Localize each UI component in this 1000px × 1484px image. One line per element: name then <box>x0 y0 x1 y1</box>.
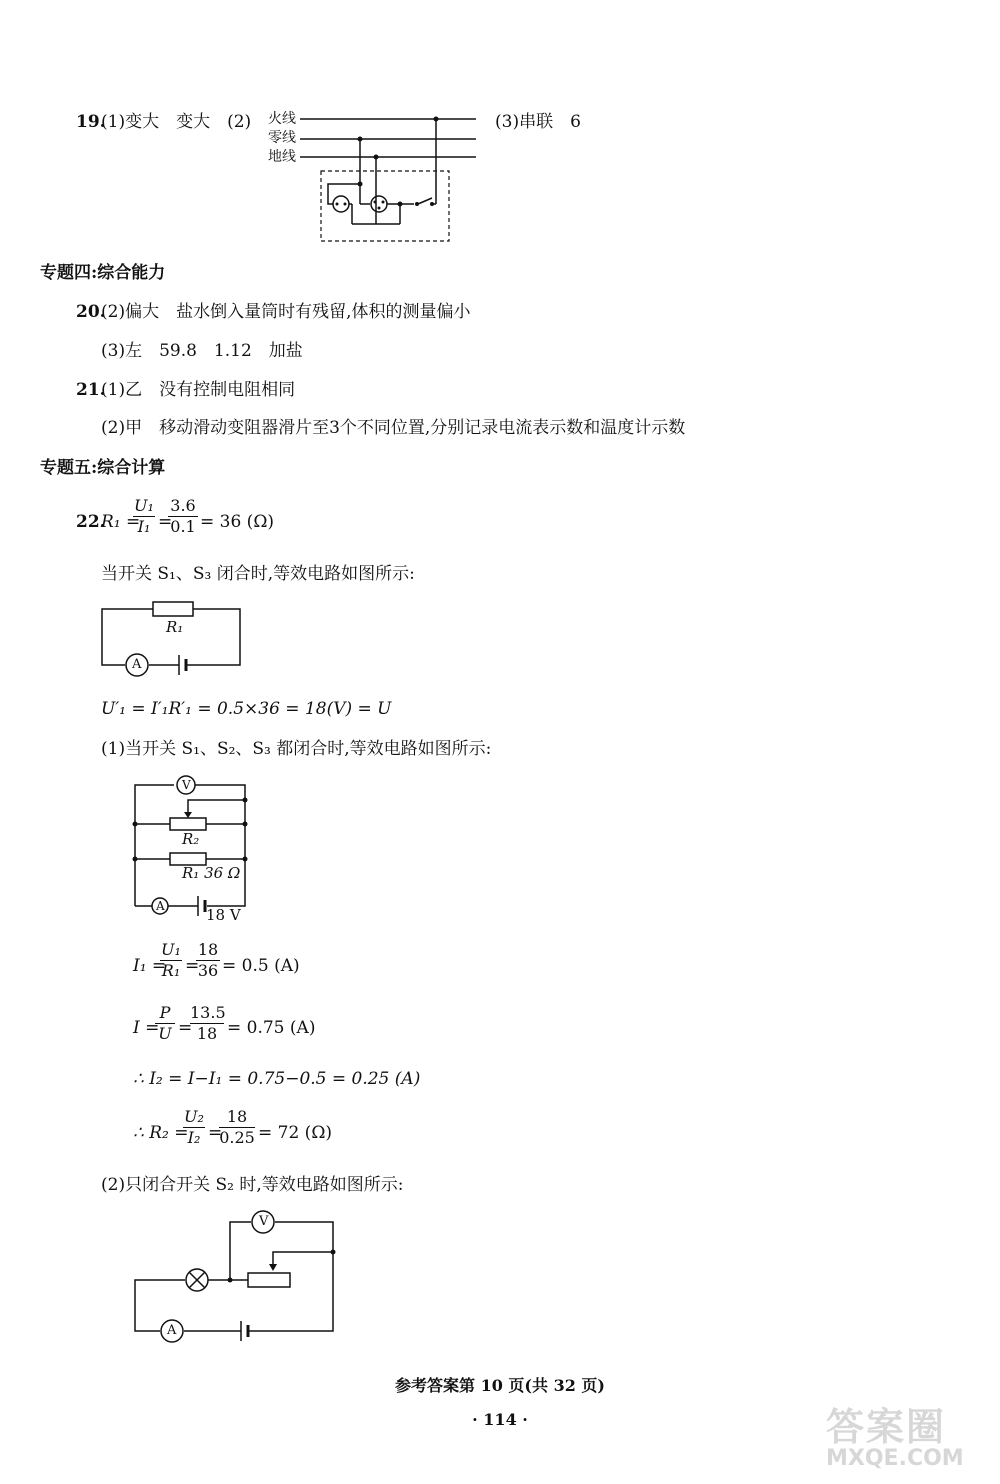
eq1-equals: = <box>158 512 173 532</box>
fig1-ammeter-label: A <box>132 657 142 672</box>
ground-wire-label: 地线 <box>268 149 296 165</box>
eq1-rhs: = 36 (Ω) <box>200 512 275 532</box>
eq1-denominator-2: 0.1 <box>170 517 196 536</box>
q20-line1: (2)偏大 盐水倒入量筒时有残留,体积的测量偏小 <box>101 302 471 322</box>
fig1-r1-label: R₁ <box>166 618 184 636</box>
fig3-voltmeter-label: V <box>259 1214 269 1229</box>
rheostat-r2 <box>170 818 206 830</box>
q21-line2: (2)甲 移动滑动变阻器滑片至3个不同位置,分别记录电流表示数和温度计示数 <box>101 418 686 438</box>
eq-r2-numerator-2: 18 <box>226 1107 248 1126</box>
fig2-r2-label: R₂ <box>182 830 200 848</box>
eq-i-denominator-1: U <box>158 1024 172 1043</box>
eq-i1-denominator-1: R₁ <box>161 961 181 980</box>
eq-i-lhs: I = <box>133 1018 160 1038</box>
switch-icon <box>418 198 432 204</box>
topic4-heading: 专题四:综合能力 <box>40 263 166 283</box>
eq-i2: ∴ I₂ = I−I₁ = 0.75−0.5 = 0.25 (A) <box>133 1069 421 1089</box>
resistor-r1 <box>153 602 193 616</box>
eq-i1-rhs: = 0.5 (A) <box>222 956 300 976</box>
q19-answer-part1: (1)变大 变大 (2) <box>101 112 252 132</box>
eq-i1-fraction-1 <box>160 942 182 979</box>
eq-i-denominator-2: 18 <box>196 1024 218 1043</box>
eq-i-numerator-1: P <box>159 1003 171 1022</box>
eq-r2-denominator-2: 0.25 <box>219 1128 255 1147</box>
q21-line1: (1)乙 没有控制电阻相同 <box>101 380 296 400</box>
eq1-fraction-2 <box>168 498 198 535</box>
circuit-figure-1 <box>102 602 240 676</box>
fig3-ammeter-label: A <box>167 1323 177 1338</box>
fig2-voltmeter-label: V <box>182 778 191 792</box>
eq1-lhs: R₁ = <box>101 512 141 532</box>
eq-i-fraction-1 <box>155 1005 175 1042</box>
eq-r2-fraction-2 <box>219 1109 255 1146</box>
watermark-site: MXQE.COM <box>826 1446 964 1471</box>
fig2-ammeter-label: A <box>156 899 165 913</box>
eq1-denominator-1: I₁ <box>137 517 151 536</box>
fig2-r1-label: R₁ 36 Ω <box>182 864 241 882</box>
circuit-figure-3 <box>135 1211 333 1342</box>
dashed-box <box>321 171 449 241</box>
eq-i1-numerator-2: 18 <box>197 940 219 959</box>
eq-i-rhs: = 0.75 (A) <box>227 1018 316 1038</box>
eq-i-fraction-2 <box>190 1005 224 1042</box>
q19-answer-part3: (3)串联 6 <box>495 112 581 132</box>
fig2-source-label: 18 V <box>206 906 241 924</box>
eq-r2-denominator-1: I₂ <box>187 1128 201 1147</box>
q20-line2: (3)左 59.8 1.12 加盐 <box>101 341 303 361</box>
rheostat <box>248 1273 290 1287</box>
household-wiring-diagram <box>300 119 476 241</box>
topic5-heading: 专题五:综合计算 <box>40 458 166 478</box>
eq-u1: U′₁ = I′₁R′₁ = 0.5×36 = 18(V) = U <box>101 699 392 719</box>
three-pin-socket-icon <box>371 196 387 212</box>
text-part1: (1)当开关 S₁、S₂、S₃ 都闭合时,等效电路如图所示: <box>101 739 492 759</box>
eq1-numerator-1: U₁ <box>134 496 154 515</box>
eq-i1-fraction-2 <box>196 942 220 979</box>
eq-i-equals: = <box>178 1018 193 1038</box>
text-s1-s3: 当开关 S₁、S₃ 闭合时,等效电路如图所示: <box>101 564 415 584</box>
q20-number: 20. <box>76 302 106 322</box>
eq-i1-numerator-1: U₁ <box>161 940 181 959</box>
eq-i-numerator-2: 13.5 <box>190 1003 226 1022</box>
socket-icon <box>333 196 349 212</box>
eq1-numerator-2: 3.6 <box>170 496 196 515</box>
eq-i1-denominator-2: 36 <box>197 961 219 980</box>
q19-number: 19. <box>76 112 106 132</box>
live-wire-label: 火线 <box>268 111 296 127</box>
eq-r2-lhs: ∴ R₂ = <box>133 1123 189 1143</box>
eq-r2-fraction-1 <box>183 1109 205 1146</box>
eq-r2-rhs: = 72 (Ω) <box>258 1123 333 1143</box>
footer-page-number: · 114 · <box>472 1410 528 1429</box>
eq-i1-equals: = <box>185 956 200 976</box>
eq1-fraction-1 <box>133 498 155 535</box>
text-part2: (2)只闭合开关 S₂ 时,等效电路如图所示: <box>101 1175 404 1195</box>
eq-i1-lhs: I₁ = <box>133 956 167 976</box>
q22-number: 22. <box>76 512 106 532</box>
eq-r2-equals: = <box>208 1123 223 1143</box>
q21-number: 21. <box>76 380 106 400</box>
watermark-logo: 答案圈 <box>826 1405 947 1449</box>
eq-r2-numerator-1: U₂ <box>184 1107 204 1126</box>
neutral-wire-label: 零线 <box>268 130 296 146</box>
footer-page-label: 参考答案第 10 页(共 32 页) <box>395 1376 605 1395</box>
